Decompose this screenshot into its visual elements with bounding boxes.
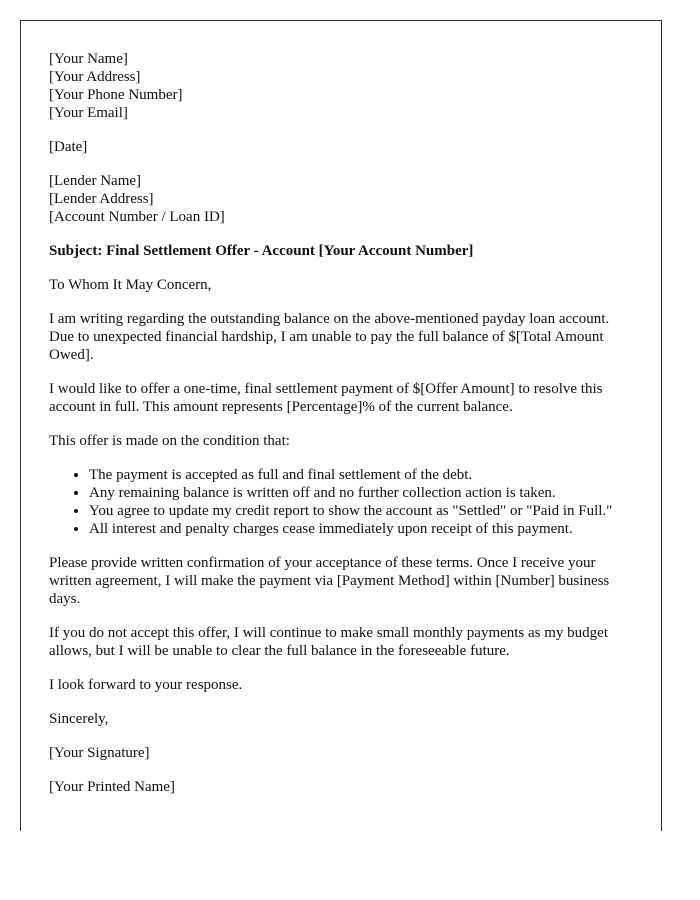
paragraph-hardship: I am writing regarding the outstanding balance on the above-mentioned payday loan account. Due to unexpected financial hardship, I am unable to pay the full balance of $[Total Amount Owed]. — [49, 311, 610, 363]
letter-page — [20, 20, 662, 831]
lender-name: [Lender Name] — [49, 173, 142, 189]
paragraph-condition-intro: This offer is made on the condition that: — [49, 433, 290, 449]
paragraph-offer: I would like to offer a one-time, final settlement payment of $[Offer Amount] to resolve this account in full. This amount represents [Percentage]% of the current balance. — [49, 381, 603, 415]
sender-phone: [Your Phone Number] — [49, 87, 183, 103]
list-item: • Any remaining balance is written off and no further collection action is taken. — [89, 484, 632, 502]
sender-block — [49, 50, 632, 122]
signature: [Your Signature] — [49, 745, 150, 761]
sender-address: [Your Address] — [49, 69, 141, 85]
recipient-block — [49, 172, 632, 226]
account-number: [Account Number / Loan ID] — [49, 209, 225, 225]
subject-line: Subject: Final Settlement Offer - Account [Your Account Number] — [49, 243, 474, 259]
paragraph-closing: I look forward to your response. — [49, 677, 243, 693]
list-item: • The payment is accepted as full and final settlement of the debt. — [89, 466, 632, 484]
conditions-list — [49, 466, 632, 538]
lender-address: [Lender Address] — [49, 191, 154, 207]
sender-name: [Your Name] — [49, 51, 128, 67]
signoff: Sincerely, — [49, 711, 109, 727]
salutation: To Whom It May Concern, — [49, 277, 212, 293]
list-item: • You agree to update my credit report to show the account as "Settled" or "Paid in Full." — [89, 502, 632, 520]
paragraph-alternative: If you do not accept this offer, I will continue to make small monthly payments as my budget allows, but I will be unable to clear the full balance in the foreseeable future. — [49, 625, 609, 659]
list-item: • All interest and penalty charges cease immediately upon receipt of this payment. — [89, 520, 632, 538]
printed-name: [Your Printed Name] — [49, 779, 175, 795]
date: [Date] — [49, 139, 88, 155]
paragraph-confirmation: Please provide written confirmation of your acceptance of these terms. Once I receive your written agreement, I will make the payment via [Payment Method] within [Number] business days. — [49, 555, 610, 607]
sender-email: [Your Email] — [49, 105, 128, 121]
